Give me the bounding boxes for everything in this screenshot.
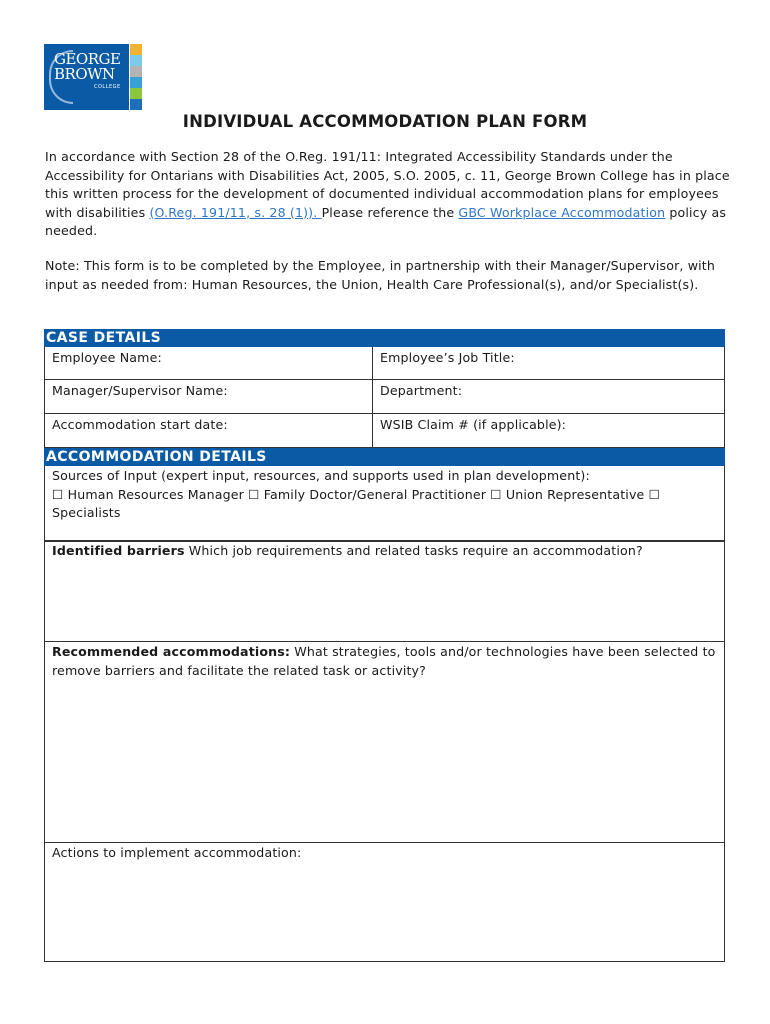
checkbox-family-doctor[interactable]: ☐ bbox=[248, 486, 260, 502]
sources-label: Sources of Input (expert input, resources, and supports used in plan development): bbox=[52, 468, 590, 483]
form-title: INDIVIDUAL ACCOMMODATION PLAN FORM bbox=[182, 112, 588, 131]
source-family-doctor: Family Doctor/General Practitioner bbox=[263, 486, 487, 502]
sources-of-input-box bbox=[44, 466, 725, 541]
employee-name-field[interactable]: Employee Name: bbox=[45, 347, 373, 379]
actions-label: Actions to implement accommodation: bbox=[52, 845, 302, 860]
case-details-heading: CASE DETAILS bbox=[44, 329, 725, 347]
checkbox-union-rep[interactable]: ☐ bbox=[490, 486, 502, 502]
wsib-claim-field[interactable]: WSIB Claim # (if applicable): bbox=[380, 417, 567, 432]
source-hr-manager: Human Resources Manager bbox=[67, 486, 245, 502]
logo-line-1: GEORGE bbox=[54, 50, 121, 68]
note-paragraph: Note: This form is to be completed by the Employee, in partnership with their Manager/Supervisor, with input as needed from: Human Resources, the Union, Health Care Professional(s), and/or Specialist(s). bbox=[45, 258, 716, 292]
actions-to-implement-box[interactable] bbox=[44, 843, 725, 962]
checkbox-specialists[interactable]: ☐ bbox=[648, 486, 661, 502]
oreg-link[interactable]: (O.Reg. 191/11, s. 28 (1)). bbox=[149, 204, 322, 220]
logo-strip-segment bbox=[130, 88, 142, 99]
table-row bbox=[45, 414, 724, 448]
accommodation-start-date-field[interactable]: Accommodation start date: bbox=[45, 414, 373, 447]
checkbox-hr-manager[interactable]: ☐ bbox=[52, 486, 64, 502]
manager-name-field[interactable]: Manager/Supervisor Name: bbox=[45, 380, 373, 413]
barriers-question: Which job requirements and related tasks require an accommodation? bbox=[184, 543, 643, 558]
logo-line-2: BROWN bbox=[54, 65, 115, 83]
logo-line-3: COLLEGE bbox=[94, 84, 121, 90]
george-brown-logo bbox=[44, 44, 142, 110]
barriers-label: Identified barriers bbox=[52, 543, 185, 558]
gbc-workplace-accommodation-link[interactable]: GBC Workplace Accommodation bbox=[458, 204, 666, 220]
recommended-accommodations-box[interactable] bbox=[44, 642, 725, 843]
employee-job-title-field[interactable]: Employee’s Job Title: bbox=[380, 350, 515, 365]
logo-strip-segment bbox=[130, 44, 142, 55]
table-row bbox=[45, 347, 724, 380]
source-union-rep: Union Representative bbox=[505, 486, 645, 502]
recommended-question: What strategies, tools and/or technologies have been selected to remove barriers and facilitate the related task or activity? bbox=[52, 644, 716, 678]
recommended-label: Recommended accommodations: bbox=[52, 644, 291, 659]
logo-strip-segment bbox=[130, 66, 142, 77]
table-row bbox=[45, 380, 724, 414]
logo-strip-segment bbox=[130, 55, 142, 66]
intro-paragraph: In accordance with Section 28 of the O.Reg. 191/11: Integrated Accessibility Standards under the Accessibility for Ontarians with Disabilities Act, 2005, S.O. 2005, c. 11, George Brown College has in place this written process for the development of documented individual accommodation plans for employees with disabilities (O.Reg. 191/11, s. 28 (1)). Please reference the GBC Workplace Accommodation policy as needed. bbox=[45, 149, 730, 238]
source-specialists: Specialists bbox=[52, 505, 121, 520]
logo-strip-segment bbox=[130, 77, 142, 88]
logo-strip-segment bbox=[130, 99, 142, 110]
logo-blue-block bbox=[44, 44, 129, 110]
department-field[interactable]: Department: bbox=[380, 383, 463, 398]
case-details-table bbox=[44, 347, 725, 448]
identified-barriers-box[interactable] bbox=[44, 541, 725, 642]
accommodation-details-heading: ACCOMMODATION DETAILS bbox=[44, 448, 725, 466]
